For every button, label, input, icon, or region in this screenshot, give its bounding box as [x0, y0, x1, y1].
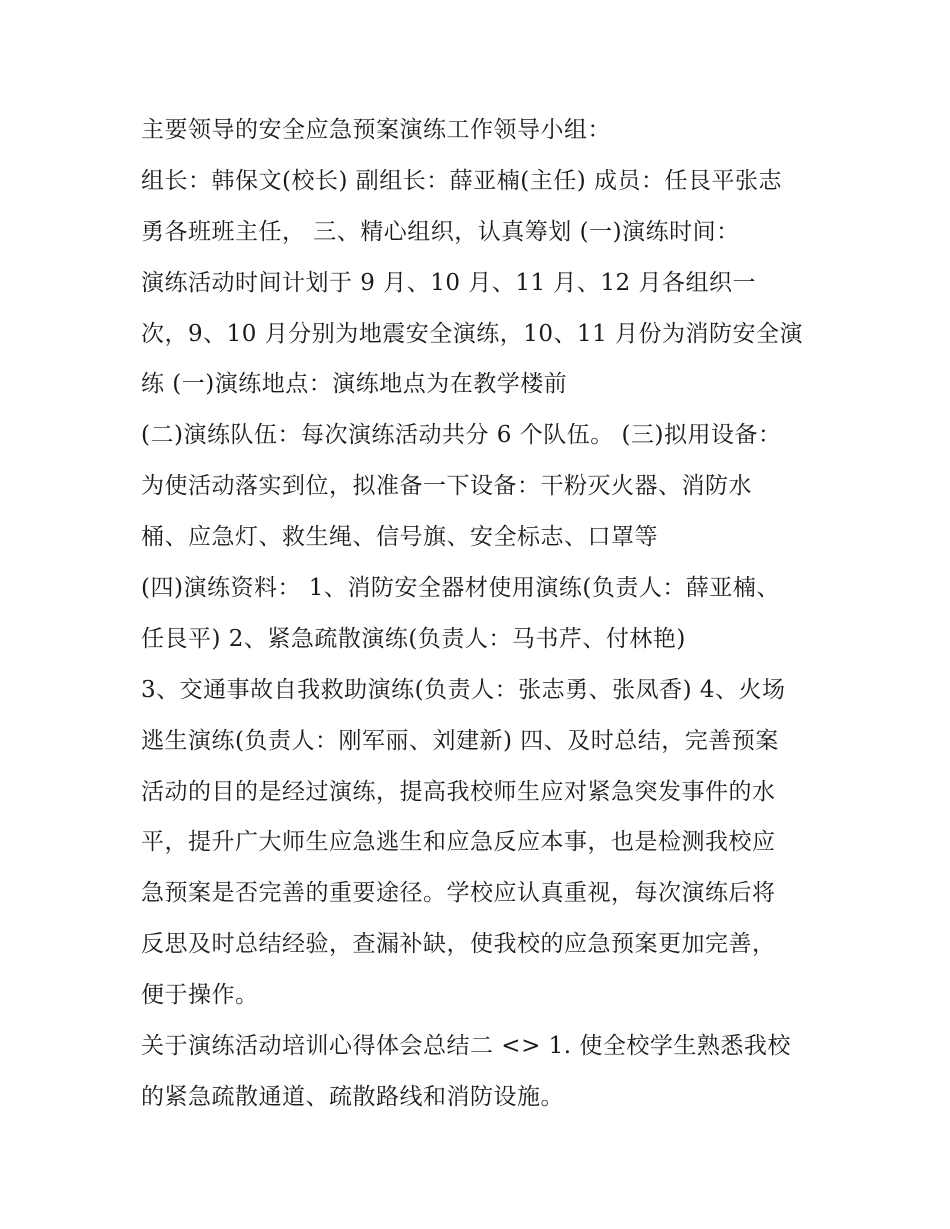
text-line: 任艮平) 2、紧急疏散演练(负责人：马书芹、付林艳): [141, 625, 686, 652]
text-line: 活动的目的是经过演练，提高我校师生应对紧急突发事件的水: [141, 778, 776, 805]
text-line: 桶、应急灯、救生绳、信号旗、安全标志、口罩等: [141, 524, 658, 551]
document-body: [141, 110, 821, 1128]
text-line: 关于演练活动培训心得体会总结二 <> 1. 使全校学生熟悉我校: [141, 1033, 791, 1060]
text-line: 反思及时总结经验，查漏补缺，使我校的应急预案更加完善，: [141, 931, 776, 958]
text-line: 急预案是否完善的重要途径。学校应认真重视，每次演练后将: [141, 880, 776, 907]
text-line: 组长：韩保文(校长) 副组长：薛亚楠(主任) 成员：任艮平张志: [141, 167, 783, 194]
text-line: 为使活动落实到位，拟准备一下设备：干粉灭火器、消防水: [141, 473, 752, 500]
text-line: 主要领导的安全应急预案演练工作领导小组：: [141, 117, 611, 143]
text-line: 次，9、10 月分别为地震安全演练，10、11 月份为消防安全演: [141, 320, 804, 347]
text-line: 勇各班班主任， 三、精心组织，认真筹划 (一)演练时间：: [141, 218, 740, 245]
text-line: 平，提升广大师生应急逃生和应急反应本事，也是检测我校应: [141, 829, 776, 856]
text-line: (四)演练资料： 1、消防安全器材使用演练(负责人：薛亚楠、: [141, 575, 780, 602]
text-line: (二)演练队伍：每次演练活动共分 6 个队伍。 (三)拟用设备：: [141, 422, 782, 449]
text-line: 练 (一)演练地点：演练地点为在教学楼前: [141, 371, 568, 398]
text-line: 便于操作。: [141, 982, 259, 1009]
text-line: 3、交通事故自我救助演练(负责人：张志勇、张凤香) 4、火场: [141, 676, 786, 703]
text-line: 演练活动时间计划于 9 月、10 月、11 月、12 月各组织一: [141, 269, 756, 296]
text-line: 的紧急疏散通道、疏散路线和消防设施。: [141, 1083, 564, 1110]
text-line: 逃生演练(负责人：刚军丽、刘建新) 四、及时总结，完善预案: [141, 727, 779, 754]
